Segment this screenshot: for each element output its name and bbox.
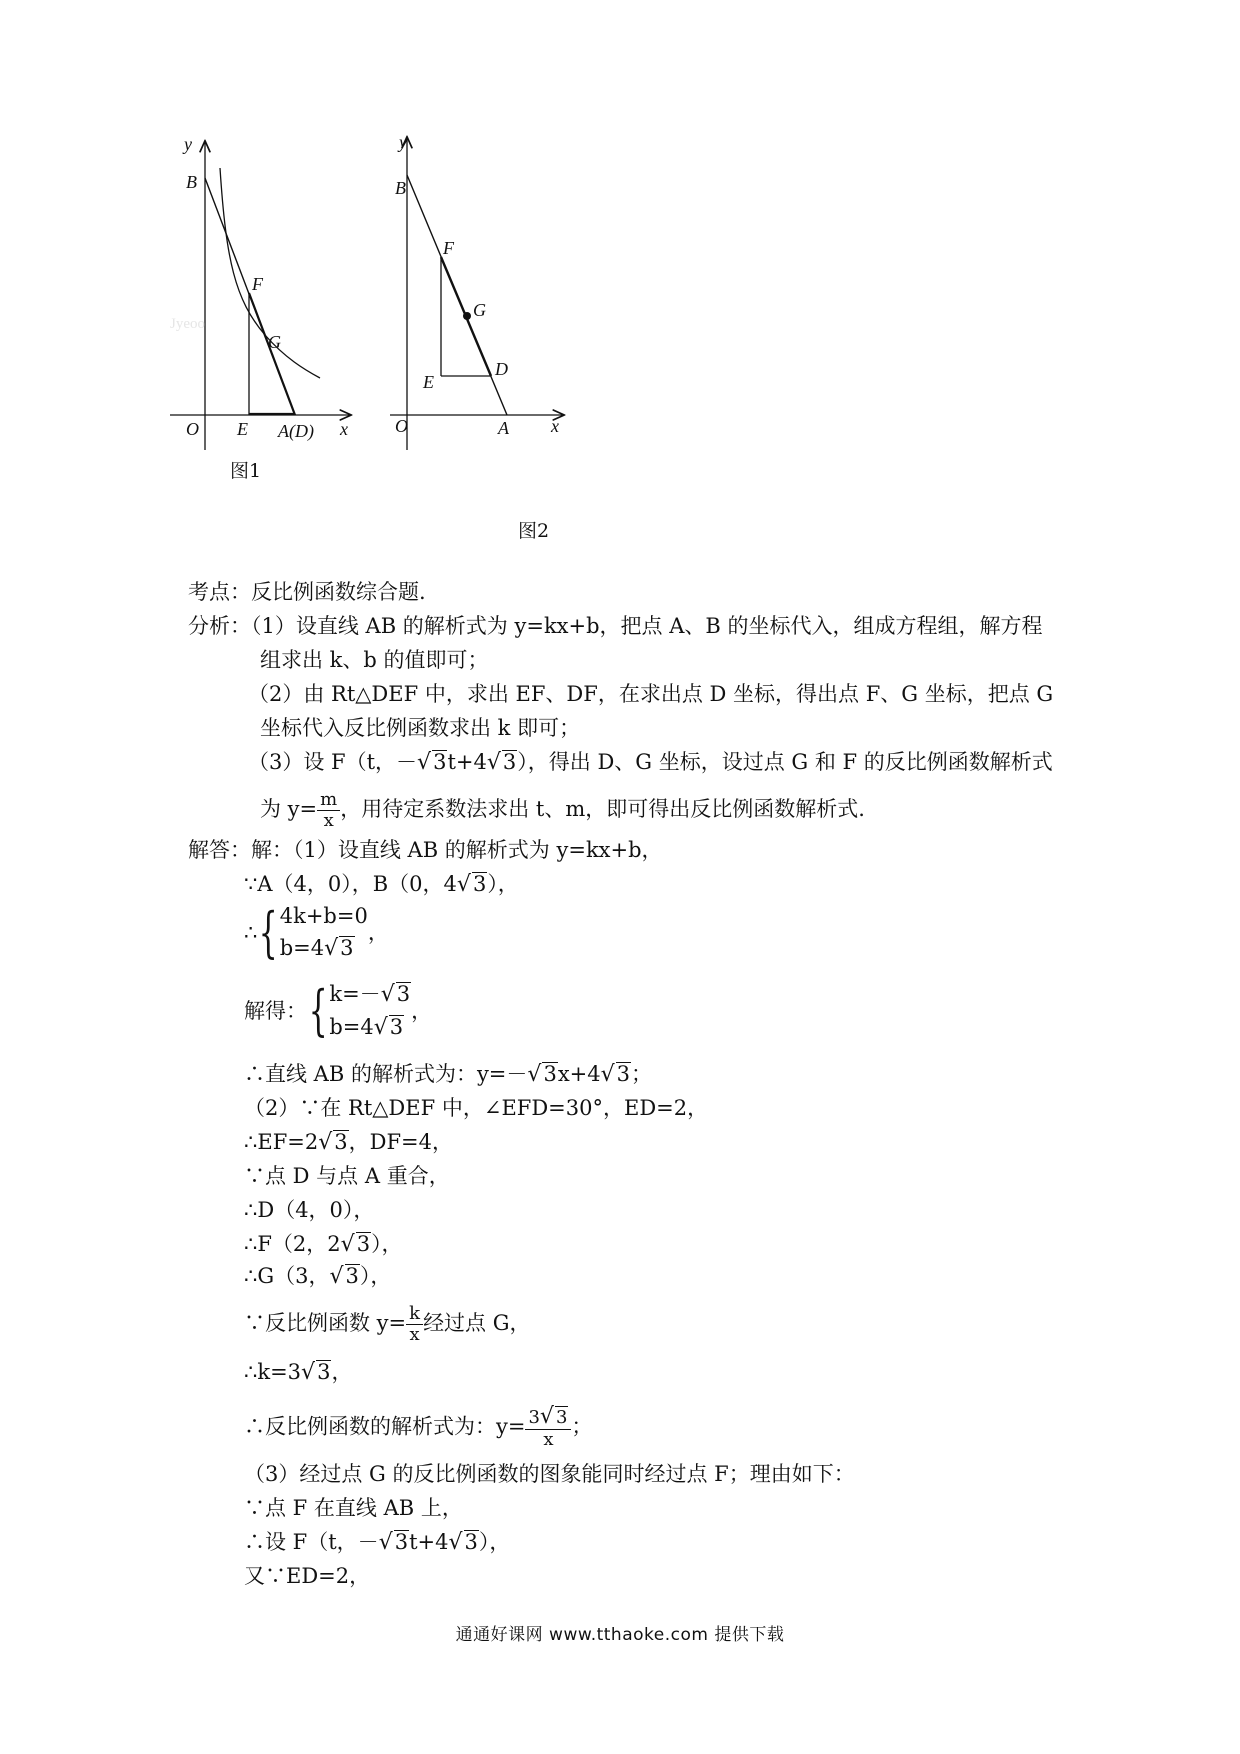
sqrt-sign: √	[329, 1264, 344, 1289]
jieda-s4: （2）∵在 Rt△DEF 中，∠EFD=30°，ED=2，	[244, 1096, 709, 1120]
jieda-s12b: ；	[571, 1414, 593, 1439]
fenxi-text-5c: ），得出 D、G 坐标，设过点 G 和 F 的反比例函数解析式	[517, 750, 1053, 774]
fenxi-text-6a: 为 y=	[260, 797, 318, 821]
jieda-line-16	[244, 1562, 370, 1590]
jieda-s9a: ∴G（3，	[244, 1264, 330, 1288]
jieda-line-10	[244, 1304, 531, 1345]
numerator-coefficient: 3	[528, 1407, 540, 1428]
fig2-label-f: F	[443, 238, 454, 258]
sqrt-sign: √	[456, 872, 471, 897]
comma: ，	[367, 920, 389, 945]
jieda-s11b: ，	[331, 1360, 353, 1384]
solution-body	[188, 0, 1088, 1600]
jieda-s5a: ∴EF=2	[244, 1130, 319, 1154]
radicand: 3	[502, 750, 517, 774]
jieda-line-11	[244, 1358, 352, 1387]
radicand: 3	[464, 1530, 478, 1554]
jieda-s7: ∴D（4，0），	[244, 1198, 375, 1222]
system-row-2	[329, 1011, 411, 1044]
jieda-line-5	[244, 1128, 453, 1157]
radicand: 3	[334, 1130, 348, 1154]
fig1-label-g: G	[268, 332, 281, 352]
fenxi-text-3: （2）由 Rt△DEF 中，求出 EF、DF，在求出点 D 坐标，得出点 F、G 坐标，把点 G	[248, 682, 1054, 706]
radicand: 3	[543, 1062, 557, 1086]
fenxi-text-5a: （3）设 F（t，－	[248, 750, 418, 774]
sqrt-sign: √	[527, 1062, 542, 1087]
jieda-s6: ∵点 D 与点 A 重合，	[244, 1164, 450, 1188]
jieda-line-3	[244, 1060, 652, 1089]
fig1-label-e: E	[237, 419, 248, 439]
jieda-s3a: ∴直线 AB 的解析式为：y=－	[244, 1062, 528, 1086]
radicand: 3	[555, 1407, 568, 1428]
kaodian-label: 考点：	[188, 580, 251, 604]
system-row-2-text: b=4	[279, 936, 325, 960]
sqrt-sign: √	[324, 936, 339, 961]
jieda-line-6	[244, 1162, 450, 1190]
fenxi-line-2	[260, 646, 489, 674]
fenxi-label: 分析：	[188, 614, 251, 638]
fig1-watermark: Jyeoo	[170, 316, 205, 332]
jieda-s9b: ），	[359, 1264, 392, 1288]
comma: ，	[411, 999, 433, 1023]
jieda-s5b: ，DF=4，	[348, 1130, 453, 1154]
sqrt-sign: √	[486, 750, 501, 775]
jiede-label: 解得：	[244, 999, 307, 1023]
figure-1-caption: 图1	[230, 460, 262, 482]
sqrt-sign: √	[318, 1130, 333, 1155]
jieda-s2b: ），	[487, 872, 519, 896]
sqrt-sign: √	[301, 1360, 316, 1385]
fraction-numerator: k	[406, 1304, 423, 1325]
radicand: 3	[389, 1015, 404, 1039]
sqrt-sign: √	[380, 982, 395, 1007]
fraction-denominator: x	[543, 1429, 554, 1450]
jieda-line-4	[244, 1094, 708, 1122]
jieda-line-13	[244, 1460, 855, 1488]
jieda-line-7	[244, 1196, 374, 1224]
fraction-denominator: x	[323, 810, 334, 831]
radicand: 3	[396, 982, 411, 1006]
jieda-line-14	[244, 1494, 463, 1522]
fenxi-line-6	[260, 790, 865, 831]
jieda-line-15	[244, 1528, 510, 1557]
fraction-k-over-x	[406, 1304, 423, 1345]
fig2-label-a: A	[498, 418, 509, 438]
radicand: 3	[317, 1360, 331, 1384]
sqrt-sign: √	[600, 1062, 615, 1087]
system-row-1-text: k=－	[329, 982, 381, 1006]
jieda-s3c: ；	[631, 1062, 653, 1086]
radicand: 3	[356, 1232, 371, 1256]
jieda-s15c: ），	[478, 1530, 511, 1554]
system-row-2-text: b=4	[329, 1015, 374, 1039]
fenxi-text-4: 坐标代入反比例函数求出 k 即可；	[260, 716, 581, 740]
fig2-label-y: y	[399, 132, 407, 152]
equation-system-1	[244, 900, 389, 965]
jieda-s15b: t+4	[409, 1530, 449, 1554]
fig1-label-f: F	[252, 274, 263, 294]
radicand: 3	[394, 1530, 409, 1554]
kaodian-line	[188, 578, 426, 606]
fenxi-line-3	[248, 680, 1053, 708]
jieda-s10a: ∵反比例函数 y=	[244, 1311, 407, 1335]
sqrt-sign: √	[373, 1015, 388, 1040]
jieda-s8a: ∴F（2，2	[244, 1232, 341, 1256]
figure-2-caption: 图2	[518, 520, 550, 542]
fig1-label-x: x	[340, 419, 348, 439]
jieda-s3b: x+4	[557, 1062, 601, 1086]
page-footer: 通通好课网 www.tthaoke.com 提供下载	[455, 1625, 785, 1645]
sqrt-sign: √	[340, 1232, 355, 1257]
jieda-line-9	[244, 1262, 391, 1291]
jieda-s16: 又∵ED=2，	[244, 1564, 371, 1588]
kaodian-text: 反比例函数综合题.	[251, 580, 426, 604]
fig2-label-e: E	[423, 372, 434, 392]
jieda-s1: 解：（1）设直线 AB 的解析式为 y=kx+b，	[251, 838, 663, 862]
sqrt-sign: √	[448, 1530, 463, 1555]
fig1-label-y: y	[184, 134, 192, 154]
fenxi-line-5	[248, 748, 1053, 777]
radicand: 3	[616, 1062, 631, 1086]
system-rows	[329, 978, 411, 1044]
fraction-denominator: x	[409, 1324, 420, 1345]
jieda-s8b: ），	[371, 1232, 403, 1256]
fenxi-text-1: （1）设直线 AB 的解析式为 y=kx+b，把点 A、B 的坐标代入，组成方程组，解方程	[251, 614, 1043, 638]
jieda-s11a: ∴k=3	[244, 1360, 302, 1384]
jieda-s14: ∵点 F 在直线 AB 上，	[244, 1496, 463, 1520]
fig2-label-d: D	[495, 359, 508, 379]
jieda-s15a: ∴设 F（t，－	[244, 1530, 379, 1554]
sqrt-sign: √	[417, 750, 432, 775]
fraction-numerator	[525, 1406, 571, 1430]
fraction-3sqrt3-over-x	[525, 1406, 571, 1450]
jieda-label: 解答：	[188, 838, 251, 862]
fenxi-text-2: 组求出 k、b 的值即可；	[260, 648, 489, 672]
therefore-sign: ∴	[244, 920, 258, 945]
fig1-label-b: B	[186, 172, 197, 192]
radicand: 3	[345, 1264, 359, 1288]
radicand: 3	[340, 936, 354, 960]
jieda-line-1	[188, 836, 663, 864]
jieda-s13: （3）经过点 G 的反比例函数的图象能同时经过点 F；理由如下：	[244, 1462, 855, 1486]
jieda-line-12	[244, 1406, 592, 1450]
jieda-s10b: 经过点 G，	[423, 1311, 531, 1335]
fenxi-line-4	[260, 714, 580, 742]
radicand: 3	[433, 750, 447, 774]
left-brace: {	[259, 900, 279, 964]
jieda-s12a: ∴反比例函数的解析式为：y=	[244, 1414, 526, 1439]
system-rows	[280, 900, 368, 965]
system-row-1	[329, 978, 411, 1011]
fraction-m-over-x	[317, 790, 340, 831]
equation-system-2	[244, 978, 432, 1044]
fig2-label-o: O	[395, 416, 408, 436]
fig2-label-g: G	[473, 300, 486, 320]
radicand: 3	[472, 872, 487, 896]
sqrt-sign: √	[539, 1404, 554, 1429]
fenxi-text-6b: ，用待定系数法求出 t、m，即可得出反比例函数解析式.	[340, 797, 865, 821]
system-row-2	[280, 932, 368, 965]
fenxi-text-5b: t+4	[447, 750, 487, 774]
jieda-s2a: ∵A（4，0），B（0，4	[244, 872, 457, 896]
system-row-1: 4k+b=0	[279, 904, 368, 928]
jieda-line-8	[244, 1230, 403, 1259]
fig2-label-x: x	[551, 416, 559, 436]
fenxi-line-1	[188, 612, 1043, 640]
fig1-label-ad: A(D)	[278, 421, 314, 441]
sqrt-sign: √	[378, 1530, 393, 1555]
fraction-numerator: m	[317, 790, 340, 811]
left-brace: {	[308, 979, 328, 1042]
fig1-label-o: O	[186, 419, 199, 439]
fig2-label-b: B	[395, 178, 406, 198]
jieda-line-2	[244, 870, 519, 899]
